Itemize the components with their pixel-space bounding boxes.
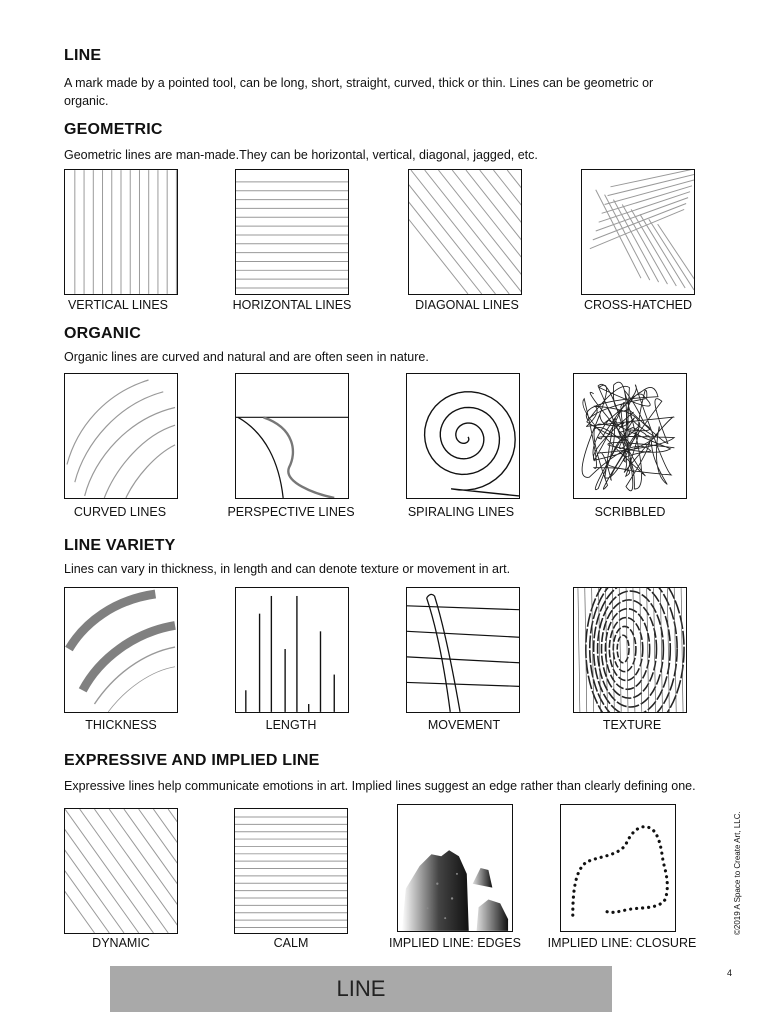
caption-implied-closure: IMPLIED LINE: CLOSURE	[547, 936, 697, 950]
caption-horizontal-lines: HORIZONTAL LINES	[232, 298, 352, 312]
caption-texture: TEXTURE	[602, 718, 662, 732]
caption-movement: MOVEMENT	[427, 718, 501, 732]
title-expressive: EXPRESSIVE AND IMPLIED LINE	[64, 752, 320, 769]
curved-lines-image	[64, 373, 178, 499]
caption-length: LENGTH	[265, 718, 317, 732]
texture-image	[573, 587, 687, 713]
caption-spiraling-lines: SPIRALING LINES	[407, 505, 515, 519]
thickness-image	[64, 587, 178, 713]
footer-banner: LINE	[110, 966, 612, 1012]
title-geometric: GEOMETRIC	[64, 121, 163, 138]
caption-diagonal-lines: DIAGONAL LINES	[415, 298, 519, 312]
dynamic-image	[64, 808, 178, 934]
caption-curved-lines: CURVED LINES	[73, 505, 167, 519]
expressive-description: Expressive lines help communicate emotions in art. Implied lines suggest an edge rather than clearly defining one.	[64, 779, 696, 793]
organic-description: Organic lines are curved and natural and are often seen in nature.	[64, 350, 429, 364]
spiraling-lines-image	[406, 373, 520, 499]
implied-closure-image	[560, 804, 676, 932]
page-number: 4	[727, 968, 733, 978]
caption-implied-edges: IMPLIED LINE: EDGES	[389, 936, 521, 950]
title-organic: ORGANIC	[64, 325, 141, 342]
horizontal-lines-image	[235, 169, 349, 295]
caption-perspective-lines: PERSPECTIVE LINES	[227, 505, 355, 519]
implied-edges-image	[397, 804, 513, 932]
caption-calm: CALM	[273, 936, 309, 950]
caption-thickness: THICKNESS	[85, 718, 157, 732]
movement-image	[406, 587, 520, 713]
caption-cross-hatched: CROSS-HATCHED	[583, 298, 693, 312]
title-line-variety: LINE VARIETY	[64, 537, 176, 554]
diagonal-lines-image	[408, 169, 522, 295]
caption-scribbled: SCRIBBLED	[594, 505, 666, 519]
geometric-description: Geometric lines are man-made.They can be horizontal, vertical, diagonal, jagged, etc.	[64, 148, 538, 162]
scribbled-image	[573, 373, 687, 499]
title-line: LINE	[64, 47, 102, 64]
caption-vertical-lines: VERTICAL LINES	[67, 298, 169, 312]
vertical-lines-image	[64, 169, 178, 295]
caption-dynamic: DYNAMIC	[92, 936, 150, 950]
calm-image	[234, 808, 348, 934]
cross-hatched-image	[581, 169, 695, 295]
perspective-lines-image	[235, 373, 349, 499]
length-image	[235, 587, 349, 713]
line-description: A mark made by a pointed tool, can be long, short, straight, curved, thick or thin. Lines can be geometric or organic.	[64, 76, 654, 108]
copyright-text: ©2019 A Space to Create Art, LLC.	[733, 811, 742, 935]
variety-description: Lines can vary in thickness, in length and can denote texture or movement in art.	[64, 562, 511, 576]
